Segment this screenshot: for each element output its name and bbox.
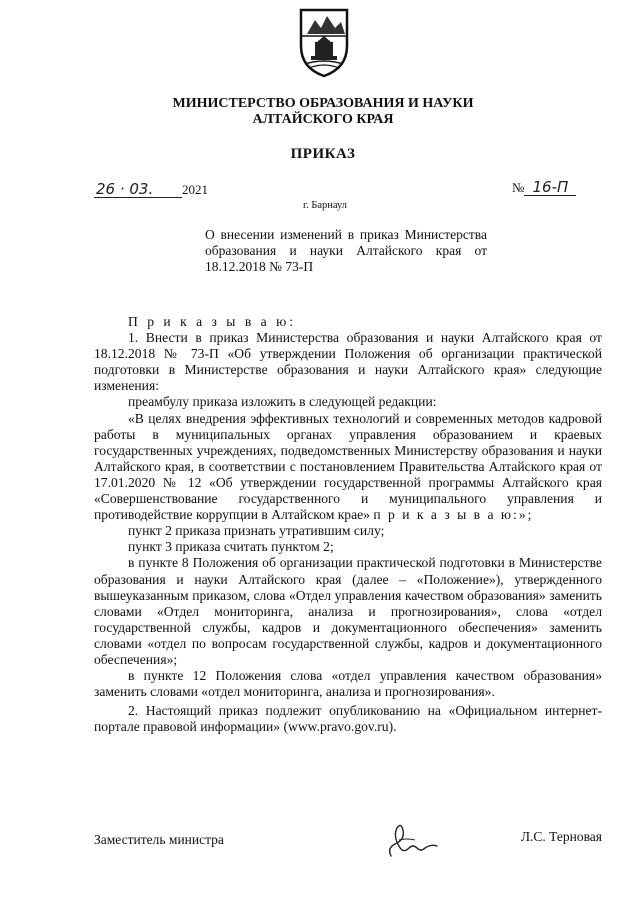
order-subject: О внесении изменений в приказ Министерства образования и науки Алтайского края от 18.12.2018 № 73-П — [205, 227, 487, 274]
ministry-name — [100, 96, 546, 128]
paragraph-6: в пункте 8 Положения об организации практической подготовки в Министерстве образования и науки Алтайского края (далее – «Положение»), утвержденного вышеуказанным приказом, слова «Отдел управления качеством образования» заменить словами «Отдел мониторинга, анализа и прогнозирования», слова «отдел государственной службы, кадров и документационного обеспечения» заменить словами «отдел по вопросам государственной службы, кадров и документационного обеспечения»; — [94, 555, 602, 667]
city-label: г. Барнаул — [302, 200, 348, 211]
paragraph-4: пункт 2 приказа признать утратившим силу; — [128, 523, 385, 539]
spaced-directive: п р и к а з ы в а ю:»; — [373, 507, 534, 523]
order-year: 2021 — [182, 182, 208, 197]
handwritten-number: 16-П — [524, 180, 576, 196]
signer-position: Заместитель министра — [94, 832, 224, 847]
paragraph-5: пункт 3 приказа считать пунктом 2; — [128, 539, 334, 555]
ministry-line-2: АЛТАЙСКОГО КРАЯ — [252, 112, 394, 127]
order-date — [94, 182, 208, 198]
number-prefix: № — [512, 180, 525, 195]
coat-of-arms-emblem — [295, 6, 353, 78]
order-title: ПРИКАЗ — [290, 146, 356, 162]
handwritten-date: 26 · 03. — [94, 182, 182, 198]
order-body — [94, 314, 602, 735]
order-directive: П р и к а з ы в а ю: — [128, 314, 296, 329]
paragraph-7: в пункте 12 Положения слова «отдел управления качеством образования» заменить словами «отдел мониторинга, анализа и прогнозирования». — [94, 668, 602, 700]
signer-name: Л.С. Терновая — [520, 829, 602, 844]
handwritten-signature — [385, 818, 441, 862]
paragraph-8: 2. Настоящий приказ подлежит опубликованию на «Официальном интернет-портале правовой информации» (www.pravo.gov.ru). — [94, 703, 602, 735]
order-number — [512, 180, 576, 196]
paragraph-3: «В целях внедрения эффективных технологий и современных методов кадровой работы в муниципальных органах управления образованием и краевых государственных учреждениях, подведомственных Министерству образования и науки Алтайского края, в соответствии с постановлением Правительства Алтайского края от 17.01.2020 № 12 «Об утверждении государственной программы Алтайского края «Совершенствование государственного и муниципального управления и противодействие коррупции в Алтайском крае» п р и к а з ы в а ю:»; — [94, 410, 602, 523]
paragraph-1: 1. Внести в приказ Министерства образования и науки Алтайского края от 18.12.2018 № 73-П «Об утверждении Положения об организации практической подготовки в Министерстве образования и науки Алтайского края» следующие изменения: — [94, 330, 602, 394]
ministry-line-1: МИНИСТЕРСТВО ОБРАЗОВАНИЯ И НАУКИ — [172, 96, 474, 111]
paragraph-2: преамбулу приказа изложить в следующей редакции: — [128, 394, 437, 410]
